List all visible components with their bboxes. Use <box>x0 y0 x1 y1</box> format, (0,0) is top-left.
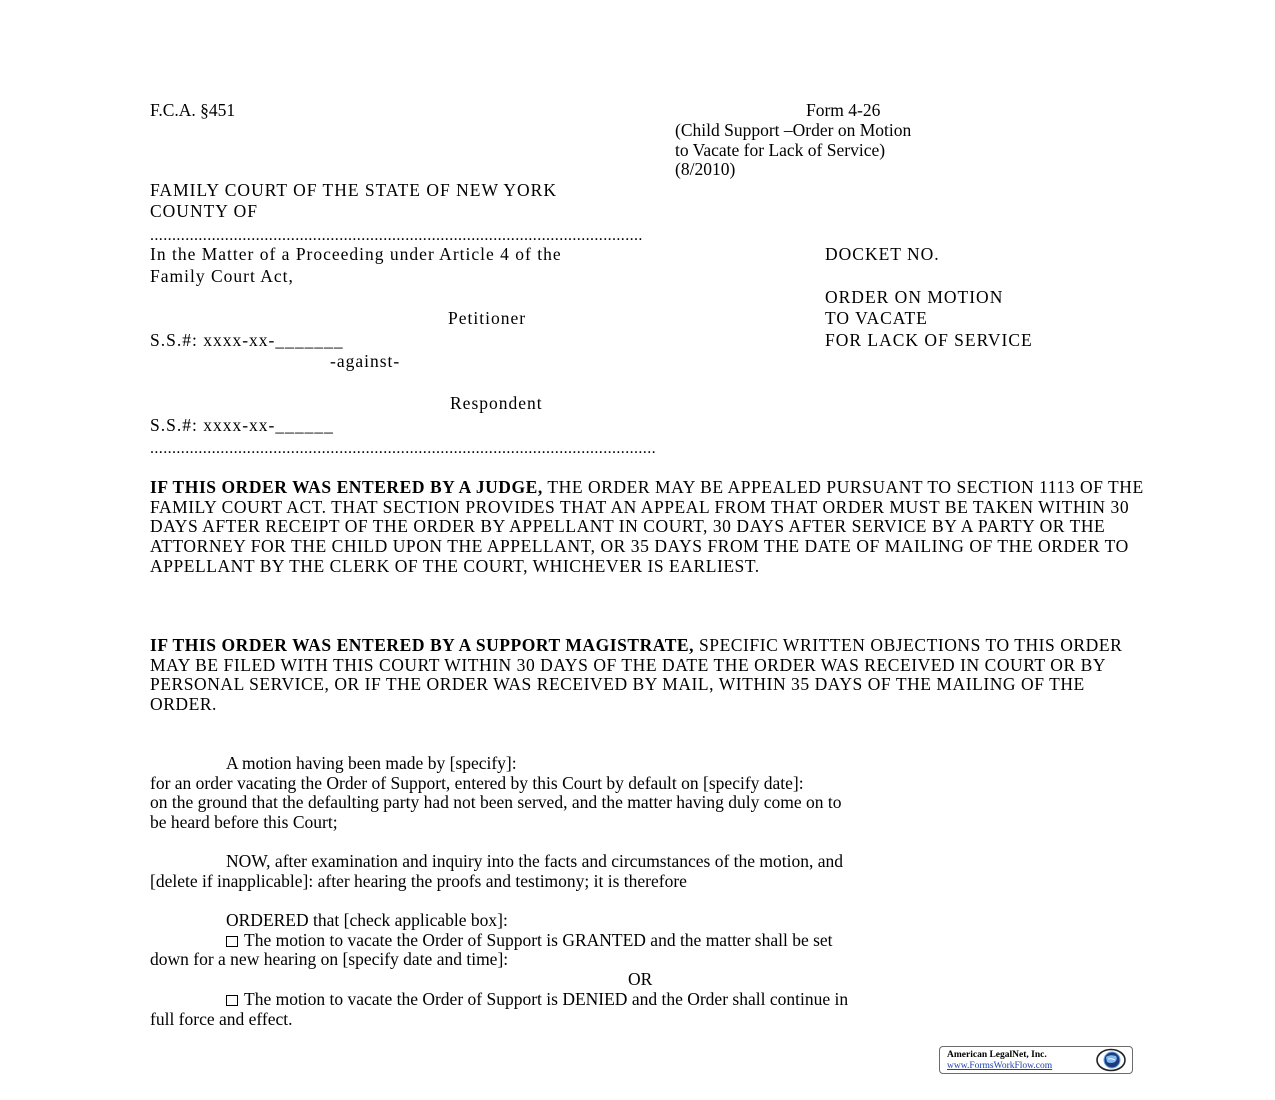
denied-checkbox[interactable] <box>226 995 238 1006</box>
judge-appeal-notice <box>150 478 1145 577</box>
order-title-line2: TO VACATE <box>825 308 928 328</box>
respondent-label: Respondent <box>450 393 543 413</box>
form-date: (8/2010) <box>675 159 736 179</box>
magistrate-notice-text: SPECIFIC WRITTEN OBJECTIONS TO THIS ORDER MAY BE FILED WITH THIS COURT WITHIN 30 DAYS OF THE DATE THE ORDER WAS RECEIVED IN COURT OR BY PERSONAL SERVICE, OR IF THE ORDER WAS RECEIVED BY MAIL, WITHIN 35 DAYS OF THE MAILING OF THE ORDER. <box>150 635 1123 715</box>
or-separator: OR <box>628 969 653 990</box>
judge-notice-text: THE ORDER MAY BE APPEALED PURSUANT TO SECTION 1113 OF THE FAMILY COURT ACT. THAT SECTION PROVIDES THAT AN APPEAL FROM THAT ORDER MUST BE TAKEN WITHIN 30 DAYS AFTER RECEIPT OF THE ORDER BY APPELLANT IN COURT, 30 DAYS AFTER SERVICE BY A PARTY OR THE ATTORNEY FOR THE CHILD UPON THE APPELLANT, OR 35 DAYS FROM THE DATE OF MAILING OF THE ORDER TO APPELLANT BY THE CLERK OF THE COURT, WHICHEVER IS EARLIEST. <box>150 477 1144 576</box>
against-label: -against- <box>330 351 401 371</box>
form-title-line1: (Child Support –Order on Motion <box>675 120 912 140</box>
ordered-section <box>150 911 1150 1029</box>
county-label: COUNTY OF <box>150 201 259 221</box>
american-legalnet-logo[interactable] <box>939 1046 1133 1074</box>
magistrate-notice-heading: IF THIS ORDER WAS ENTERED BY A SUPPORT MAGISTRATE, <box>150 635 695 655</box>
docket-number-label: DOCKET NO. <box>825 244 940 264</box>
motion-line3: on the ground that the defaulting party had not been served, and the matter having duly come on to <box>150 792 842 813</box>
motion-line2: for an order vacating the Order of Support, entered by this Court by default on [specify date]: <box>150 772 804 793</box>
judge-notice-heading: IF THIS ORDER WAS ENTERED BY A JUDGE, <box>150 477 543 497</box>
logo-website-link[interactable]: www.FormsWorkFlow.com <box>947 1061 1053 1071</box>
order-title-line1: ORDER ON MOTION <box>825 287 1004 307</box>
motion-line1: A motion having been made by [specify]: <box>226 753 517 773</box>
now-line2: [delete if inapplicable]: after hearing the proofs and testimony; it is therefore <box>150 870 687 891</box>
now-paragraph <box>150 852 1150 891</box>
statute-reference: F.C.A. §451 <box>150 100 236 120</box>
motion-paragraph <box>150 754 1150 833</box>
court-name: FAMILY COURT OF THE STATE OF NEW YORK <box>150 180 557 200</box>
form-title-line2: to Vacate for Lack of Service) <box>675 140 886 160</box>
order-title-line3: FOR LACK OF SERVICE <box>825 330 1033 350</box>
respondent-ss-field: S.S.#: xxxx-xx-______ <box>150 415 334 435</box>
petitioner-label: Petitioner <box>448 308 527 328</box>
ordered-label: ORDERED that [check applicable box]: <box>226 910 508 930</box>
motion-line4: be heard before this Court; <box>150 812 338 833</box>
option-granted-line1: The motion to vacate the Order of Support is GRANTED and the matter shall be set <box>244 929 833 950</box>
matter-line1: In the Matter of a Proceeding under Article 4 of the <box>150 244 562 264</box>
magistrate-objection-notice <box>150 636 1145 715</box>
petitioner-ss-field: S.S.#: xxxx-xx-_______ <box>150 330 344 350</box>
granted-checkbox[interactable] <box>226 936 238 947</box>
now-line1: NOW, after examination and inquiry into the facts and circumstances of the motion, and <box>226 851 844 871</box>
globe-icon <box>1094 1048 1128 1072</box>
matter-line2: Family Court Act, <box>150 266 294 286</box>
option-granted-line2: down for a new hearing on [specify date and time]: <box>150 949 509 970</box>
option-denied-line2: full force and effect. <box>150 1008 293 1029</box>
option-denied-line1: The motion to vacate the Order of Support is DENIED and the Order shall continue in <box>244 988 849 1009</box>
form-number: Form 4-26 <box>806 100 881 120</box>
caption-top-rule: ................................................................................................................ <box>150 228 643 244</box>
logo-company-name: American LegalNet, Inc. <box>947 1050 1047 1060</box>
caption-bottom-rule: ................................................................................................................... <box>150 441 656 457</box>
